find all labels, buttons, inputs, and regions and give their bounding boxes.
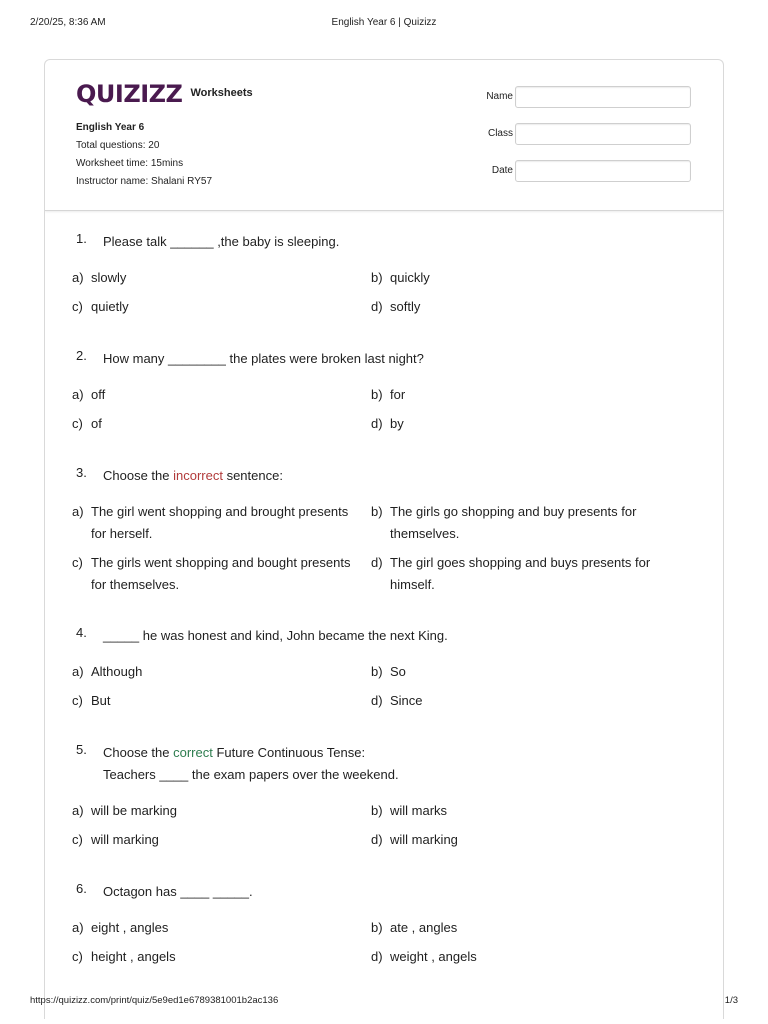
option-letter: c) [72,949,83,964]
option-text: ate , angles [390,920,458,935]
print-title: English Year 6 | Quizizz [331,17,437,28]
worksheet-time: Worksheet time: 15mins [76,158,184,169]
option-text: height , angels [91,949,176,964]
highlight-incorrect: incorrect [173,468,223,483]
option-text: for [390,387,406,402]
option-letter: a) [72,664,84,679]
option-letter: c) [72,555,83,570]
option-letter: c) [72,693,83,708]
option-letter: c) [72,832,83,847]
worksheet-header [45,60,723,211]
option-text: The girl goes shopping and buys presents for himself. [390,555,651,592]
option-letter: a) [72,387,84,402]
question-text-pre: Choose the [103,745,174,760]
question-text: How many ________ the plates were broken last night? [103,351,424,366]
instructor-name: Instructor name: Shalani RY57 [76,176,213,187]
name-row [463,86,693,123]
question-number: 6. [76,881,87,896]
option-text: quietly [91,299,129,314]
section-label: Worksheets [190,86,253,99]
option-text: Since [390,693,423,708]
option-text: off [91,387,106,402]
option-letter: d) [371,299,383,314]
option-text: slowly [91,270,127,285]
option-letter: d) [371,416,383,431]
print-timestamp: 2/20/25, 8:36 AM [30,17,106,28]
question-text [103,742,399,786]
option-text: softly [390,299,421,314]
student-fields [463,86,693,197]
option-text: of [91,416,102,431]
option-letter: d) [371,832,383,847]
option-text: will be marking [91,803,177,818]
date-input[interactable] [515,160,691,182]
option-letter: b) [371,387,383,402]
option-text: So [390,664,406,679]
question-text-pre: Choose the [103,468,174,483]
option-text: will marking [390,832,458,847]
option-text: The girl went shopping and brought presents for herself. [91,504,349,541]
option-letter: d) [371,555,383,570]
option-letter: c) [72,416,83,431]
question-text: _____ he was honest and kind, John became the next King. [103,628,448,643]
question-number: 2. [76,348,87,363]
name-label: Name [486,91,513,102]
option-text: The girls went shopping and bought presents for themselves. [91,555,351,592]
worksheet-meta [76,119,212,191]
quizizz-logo [76,80,253,108]
option-letter: b) [371,803,383,818]
worksheet-title: English Year 6 [76,122,145,133]
question-text: Please talk ______ ,the baby is sleeping. [103,234,340,249]
option-letter: d) [371,693,383,708]
option-text: weight , angels [390,949,477,964]
question-text-line2: Teachers ____ the exam papers over the weekend. [103,767,399,782]
option-letter: b) [371,270,383,285]
class-label: Class [487,128,513,139]
highlight-correct: correct [173,745,213,760]
question-text: Octagon has ____ _____. [103,884,253,899]
question-number: 4. [76,625,87,640]
question-number: 5. [76,742,87,757]
option-letter: a) [72,920,84,935]
date-label: Date [491,165,513,176]
option-text: will marks [390,803,448,818]
option-letter: a) [72,504,84,519]
page-number: 1/3 [724,995,738,1006]
question-text-post: sentence: [222,468,283,483]
option-letter: a) [72,803,84,818]
option-letter: a) [72,270,84,285]
brand-wordmark: QUIZIZZ [76,80,183,108]
option-letter: c) [72,299,83,314]
print-url: https://quizizz.com/print/quiz/5e9ed1e6789381001b2ac136 [30,995,279,1006]
option-letter: b) [371,664,383,679]
option-text: But [91,693,111,708]
option-letter: b) [371,504,383,519]
question-text-post: Future Continuous Tense: [212,745,366,760]
class-row [463,123,693,160]
option-text: The girls go shopping and buy presents for themselves. [390,504,637,541]
option-text: eight , angles [91,920,169,935]
question-text [103,465,283,487]
option-text: will marking [91,832,159,847]
print-header [30,17,738,31]
date-row [463,160,693,197]
option-letter: d) [371,949,383,964]
option-text: quickly [390,270,430,285]
print-footer [30,995,738,1009]
class-input[interactable] [515,123,691,145]
name-input[interactable] [515,86,691,108]
option-text: by [390,416,404,431]
option-letter: b) [371,920,383,935]
question-number: 3. [76,465,87,480]
option-text: Although [91,664,143,679]
total-questions: Total questions: 20 [76,140,160,151]
question-number: 1. [76,231,87,246]
worksheet-card [44,59,724,1019]
